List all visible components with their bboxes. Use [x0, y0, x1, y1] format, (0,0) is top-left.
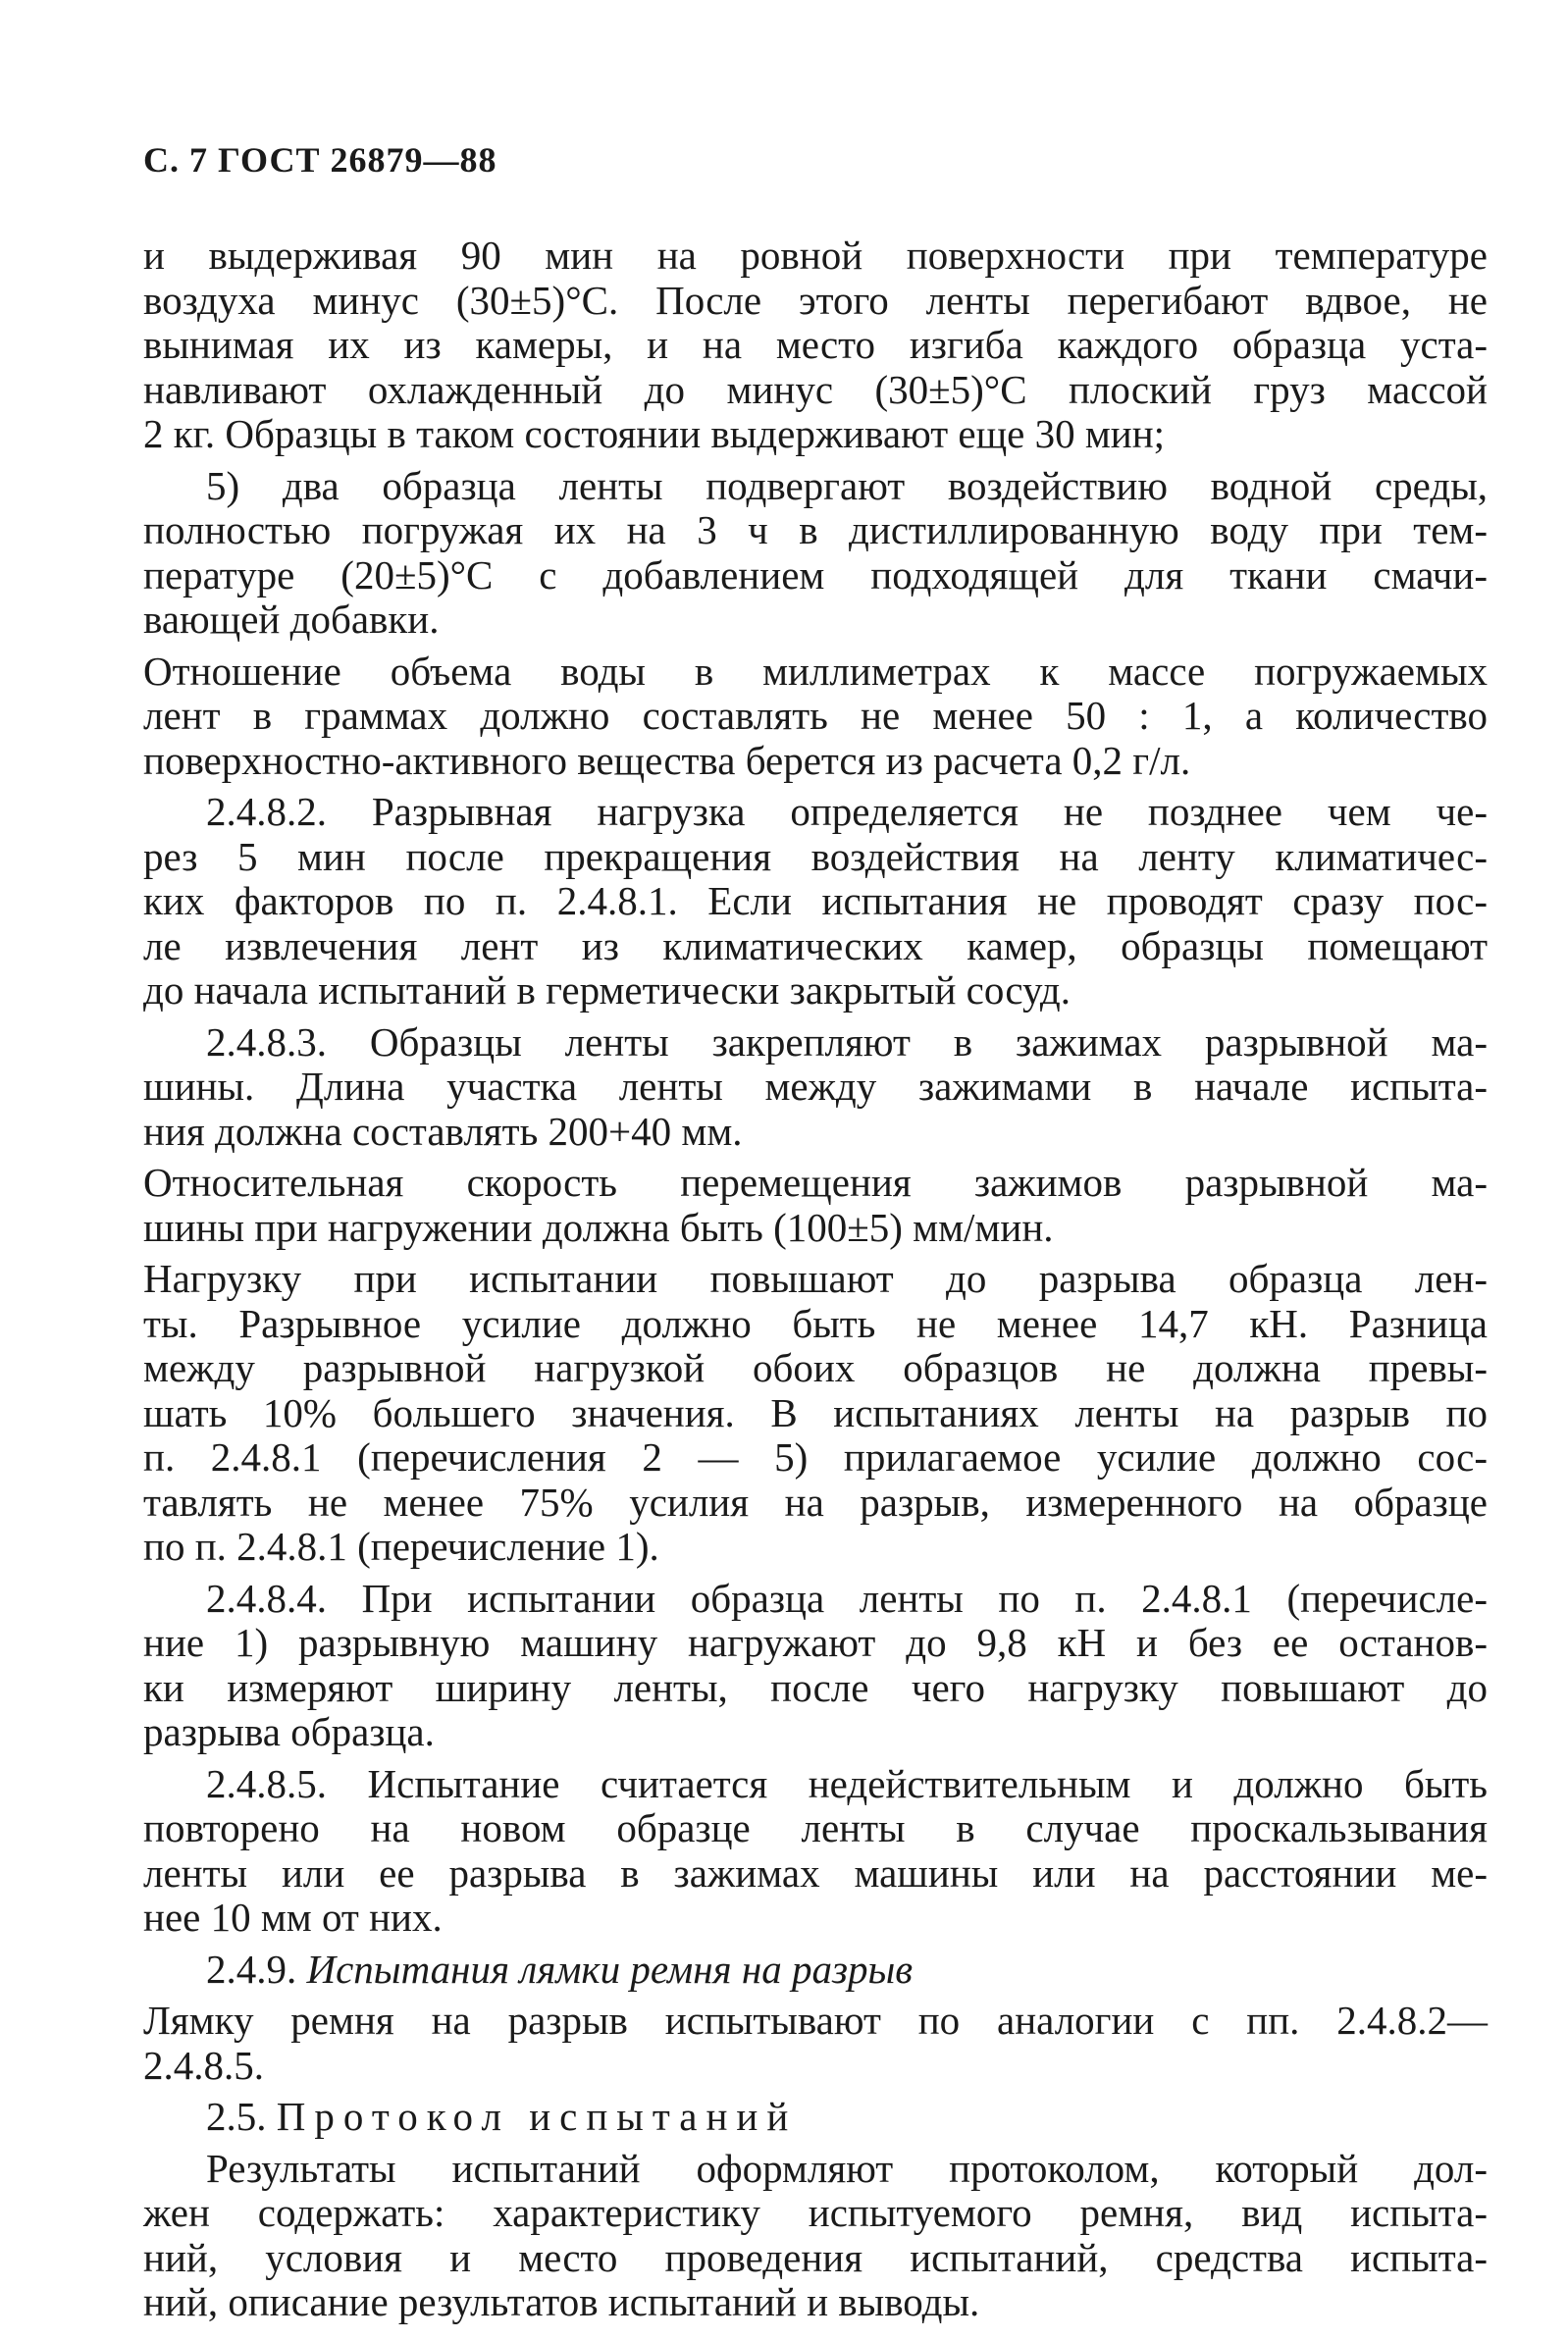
text-line: ки измеряют ширину ленты, после чего нагрузку повышают до	[143, 1664, 1488, 1710]
section-title: Протокол испытаний	[276, 2094, 798, 2139]
paragraph-protocol	[143, 2147, 1488, 2325]
paragraph-2-4-8-4	[143, 1577, 1488, 1755]
text-line: 2.4.8.5. Испытание считается недействительным и должно быть	[206, 1760, 1488, 1806]
text-line: Нагрузку при испытании повышают до разрыва образца лен-	[143, 1256, 1488, 1301]
text-line: жен содержать: характеристику испытуемого ремня, вид испыта-	[143, 2190, 1488, 2235]
text-line: ких факторов по п. 2.4.8.1. Если испытания не проводят сразу пос-	[143, 878, 1488, 923]
text-line: ленты или ее разрыва в зажимах машины или на расстоянии ме-	[143, 1849, 1488, 1896]
text-line: Относительная скорость перемещения зажимов разрывной ма-	[143, 1160, 1488, 1205]
paragraph-2-4-8-3	[143, 1020, 1488, 1155]
text-line: шать 10% большего значения. В испытаниях ленты на разрыв по	[143, 1389, 1488, 1435]
section-heading-2-4-9	[143, 1948, 1488, 1993]
text-line: тавлять не менее 75% усилия на разрыв, измеренного на образце	[143, 1479, 1488, 1525]
text-line: 2.4.8.4. При испытании образца ленты по п. 2.4.8.1 (перечисле-	[206, 1575, 1488, 1621]
section-title: Испытания лямки ремня на разрыв	[306, 1946, 914, 1992]
paragraph-strap-test	[143, 1999, 1488, 2088]
text-line: поверхностно-активного вещества берется из расчета 0,2 г/л.	[143, 737, 1191, 783]
paragraph-water-ratio	[143, 650, 1488, 784]
text-line: ние 1) разрывную машину нагружают до 9,8 кН и без ее останов-	[143, 1620, 1488, 1665]
paragraph-clamp-speed	[143, 1161, 1488, 1250]
text-line: Отношение объема воды в миллиметрах к массе погружаемых	[143, 648, 1488, 694]
text-line: нее 10 мм от них.	[143, 1895, 443, 1940]
text-line: ний, условия и место проведения испытаний, средства испыта-	[143, 2234, 1488, 2280]
paragraph-water-exposure	[143, 464, 1488, 643]
text-line: разрыва образца.	[143, 1709, 435, 1754]
text-line: повторено на новом образце ленты в случае проскальзывания	[143, 1805, 1488, 1850]
text-line: 5) два образца ленты подвергают воздействию водной среды,	[206, 462, 1488, 508]
heading-line	[143, 1948, 1488, 1993]
text-line: по п. 2.4.8.1 (перечисление 1).	[143, 1524, 659, 1569]
text-line: п. 2.4.8.1 (перечисления 2 — 5) прилагаемое усилие должно сос-	[143, 1434, 1488, 1480]
text-line: 2.4.8.2. Разрывная нагрузка определяется не позднее чем че-	[206, 789, 1488, 834]
text-line: Результаты испытаний оформляют протоколом, который дол-	[206, 2145, 1488, 2191]
section-number: 2.4.9.	[206, 1946, 297, 1992]
text-line: между разрывной нагрузкой обоих образцов не должна превы-	[143, 1345, 1488, 1390]
paragraph-load-increase	[143, 1257, 1488, 1570]
section-number: 2.5.	[206, 2094, 267, 2139]
paragraph-2-4-8-5	[143, 1762, 1488, 1941]
text-line: шины. Длина участка ленты между зажимами в начале испыта-	[143, 1064, 1488, 1109]
text-line: ле извлечения лент из климатических камер, образцы помещают	[143, 922, 1488, 968]
text-line: лент в граммах должно составлять не менее 50 : 1, а количество	[143, 693, 1488, 738]
text-line: вающей добавки.	[143, 597, 440, 642]
text-line: до начала испытаний в герметически закрытый сосуд.	[143, 967, 1071, 1013]
text-line: шины при нагружении должна быть (100±5) мм/мин.	[143, 1204, 1054, 1250]
text-line: полностью погружая их на 3 ч в дистиллированную воду при тем-	[143, 507, 1488, 552]
text-line: 2.4.8.5.	[143, 2042, 264, 2088]
text-line: Лямку ремня на разрыв испытывают по аналогии с пп. 2.4.8.2—	[143, 1998, 1488, 2043]
text-line: воздуха минус (30±5)°С. После этого ленты перегибают вдвое, не	[143, 277, 1488, 323]
text-line: вынимая их из камеры, и на место изгиба каждого образца уста-	[143, 322, 1488, 367]
text-line: 2 кг. Образцы в таком состоянии выдерживают еще 30 мин;	[143, 411, 1166, 456]
text-line: пературе (20±5)°С с добавлением подходящей для ткани смачи-	[143, 551, 1488, 598]
paragraph-2-4-8-2	[143, 790, 1488, 1014]
text-line: навливают охлажденный до минус (30±5)°С плоский груз массой	[143, 366, 1488, 412]
running-header: С. 7 ГОСТ 26879—88	[143, 140, 497, 180]
text-line: и выдерживая 90 мин на ровной поверхности при температуре	[143, 233, 1488, 278]
text-line: ты. Разрывное усилие должно быть не менее 14,7 кН. Разница	[143, 1300, 1488, 1346]
paragraph-climatic-cold	[143, 234, 1488, 457]
text-line: 2.4.8.3. Образцы ленты закрепляют в зажимах разрывной ма-	[206, 1018, 1488, 1065]
document-body	[143, 234, 1488, 2325]
text-line: ния должна составлять 200+40 мм.	[143, 1108, 743, 1154]
text-line: ний, описание результатов испытаний и выводы.	[143, 2279, 980, 2324]
heading-line	[143, 2095, 1488, 2140]
text-line: рез 5 мин после прекращения воздействия на ленту климатичес-	[143, 833, 1488, 879]
section-heading-2-5	[143, 2095, 1488, 2140]
